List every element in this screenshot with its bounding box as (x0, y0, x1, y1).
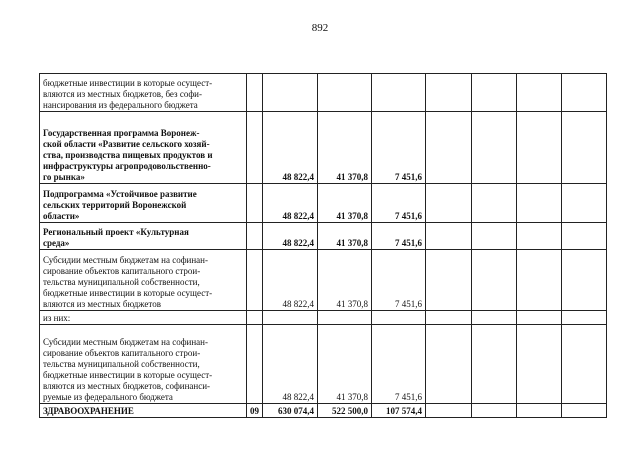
section-code-cell (247, 184, 263, 223)
row-label: Региональный проект «Культурная среда» (43, 227, 189, 248)
row-label: Субсидии местным бюджетам на софинан- сирование объектов капитального строи- тельства муниципальной собственности, бюджетные инвестиции в которые осущест- вляются из местных бюджетов, софинанси- руемые из федерального бюджета (43, 337, 213, 402)
total-cell (263, 311, 318, 325)
table-row (40, 250, 607, 311)
empty-cell (562, 311, 607, 325)
total-cell: 48 822,4 (263, 112, 318, 184)
empty-cell (517, 311, 562, 325)
empty-cell (562, 325, 607, 404)
empty-cell (472, 325, 517, 404)
total-cell: 630 074,4 (263, 404, 318, 418)
empty-cell (426, 250, 472, 311)
section-code-cell: 09 (247, 404, 263, 418)
budget-table (39, 73, 607, 418)
empty-cell (472, 250, 517, 311)
regional-cell: 7 451,6 (372, 325, 426, 404)
row-label-cell (40, 325, 247, 404)
empty-cell (472, 404, 517, 418)
federal-cell: 41 370,8 (318, 112, 372, 184)
row-label: Государственная программа Воронеж- ской области «Развитие сельского хозяй- ства, производства пищевых продуктов и инфраструктуры агропродовольственно- го рынка» (43, 128, 213, 182)
empty-cell (426, 74, 472, 112)
row-label-cell (40, 250, 247, 311)
row-label-cell (40, 74, 247, 112)
section-code-cell (247, 250, 263, 311)
empty-cell (472, 74, 517, 112)
empty-cell (472, 112, 517, 184)
total-cell: 48 822,4 (263, 184, 318, 223)
empty-cell (426, 223, 472, 250)
empty-cell (517, 404, 562, 418)
federal-cell: 41 370,8 (318, 223, 372, 250)
empty-cell (517, 74, 562, 112)
empty-cell (517, 250, 562, 311)
row-label-cell (40, 112, 247, 184)
federal-cell: 41 370,8 (318, 325, 372, 404)
total-cell: 48 822,4 (263, 223, 318, 250)
empty-cell (426, 325, 472, 404)
federal-cell (318, 74, 372, 112)
regional-cell: 7 451,6 (372, 250, 426, 311)
empty-cell (562, 184, 607, 223)
section-code-cell (247, 223, 263, 250)
regional-cell: 107 574,4 (372, 404, 426, 418)
row-label-cell (40, 404, 247, 418)
empty-cell (426, 184, 472, 223)
table-row (40, 184, 607, 223)
row-label: из них: (43, 313, 71, 323)
empty-cell (517, 223, 562, 250)
regional-cell (372, 311, 426, 325)
empty-cell (562, 74, 607, 112)
section-code-cell (247, 311, 263, 325)
total-cell: 48 822,4 (263, 325, 318, 404)
empty-cell (562, 112, 607, 184)
regional-cell: 7 451,6 (372, 112, 426, 184)
regional-cell (372, 74, 426, 112)
federal-cell: 41 370,8 (318, 184, 372, 223)
row-label: бюджетные инвестиции в которые осущест- вляются из местных бюджетов, без софи- нансирования из федерального бюджета (43, 78, 213, 110)
row-label-cell (40, 311, 247, 325)
empty-cell (426, 404, 472, 418)
federal-cell: 522 500,0 (318, 404, 372, 418)
empty-cell (472, 184, 517, 223)
regional-cell: 7 451,6 (372, 184, 426, 223)
empty-cell (517, 112, 562, 184)
federal-cell (318, 311, 372, 325)
table-row (40, 325, 607, 404)
table-row (40, 112, 607, 184)
total-cell: 48 822,4 (263, 250, 318, 311)
regional-cell: 7 451,6 (372, 223, 426, 250)
total-cell (263, 74, 318, 112)
section-code-cell (247, 74, 263, 112)
row-label: ЗДРАВООХРАНЕНИЕ (43, 406, 134, 416)
federal-cell: 41 370,8 (318, 250, 372, 311)
empty-cell (517, 325, 562, 404)
row-label: Подпрограмма «Устойчивое развитие сельских территорий Воронежской области» (43, 189, 197, 221)
row-label-cell (40, 184, 247, 223)
empty-cell (472, 311, 517, 325)
empty-cell (426, 112, 472, 184)
empty-cell (472, 223, 517, 250)
table-row (40, 311, 607, 325)
page-number: 892 (311, 22, 329, 34)
section-code-cell (247, 325, 263, 404)
row-label-cell (40, 223, 247, 250)
table-row (40, 404, 607, 418)
table-row (40, 223, 607, 250)
section-code-cell (247, 112, 263, 184)
empty-cell (562, 223, 607, 250)
empty-cell (562, 250, 607, 311)
empty-cell (426, 311, 472, 325)
empty-cell (562, 404, 607, 418)
empty-cell (517, 184, 562, 223)
table-row (40, 74, 607, 112)
row-label: Субсидии местным бюджетам на софинан- сирование объектов капитального строи- тельства муниципальной собственности, бюджетные инвестиции в которые осущест- вляются из местных бюджетов (43, 255, 213, 309)
